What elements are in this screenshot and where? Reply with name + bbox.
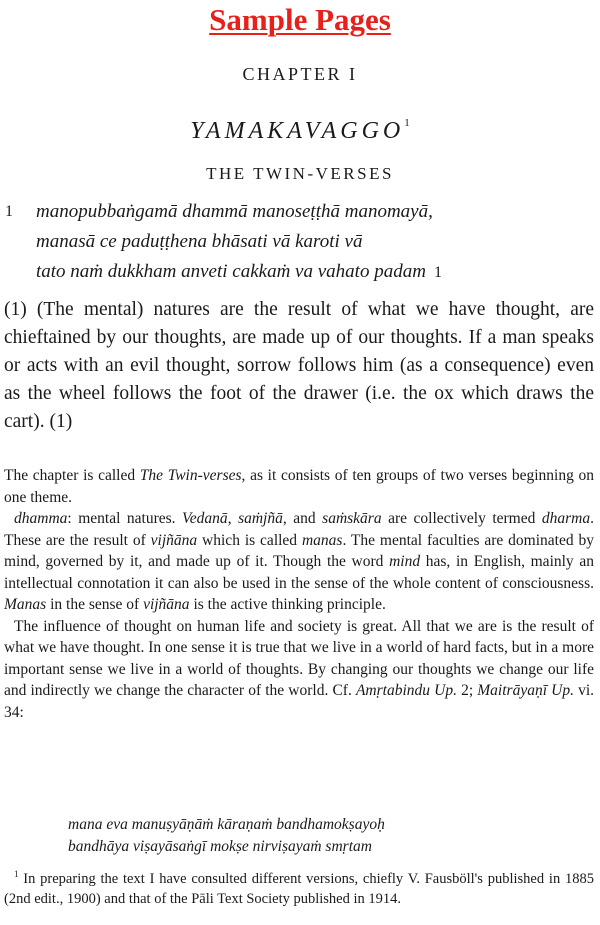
quote-line: mana eva manuṣyāṇāṁ kāraṇaṁ bandhamokṣayoḥ — [68, 816, 385, 833]
text-run-italic: manas — [301, 531, 343, 549]
footnote-mark: 1 — [14, 869, 19, 879]
chapter-label: CHAPTER I — [242, 64, 358, 84]
text-run: in the sense of — [46, 596, 144, 613]
text-run: 2; — [456, 682, 478, 699]
chapter-title — [0, 108, 600, 146]
text-run: . These are the result of — [4, 510, 594, 549]
text-run-italic: dhamma — [14, 510, 68, 527]
text-run-italic: Vedanā — [182, 510, 228, 527]
verse-end-number: 1 — [433, 264, 442, 281]
text-run: , as it consists of ten groups of two verses beginning on one theme. — [4, 467, 595, 506]
footnote-text — [4, 865, 594, 909]
text-run: are collectively termed — [381, 510, 542, 527]
footnote-body: In preparing the text I have consulted different versions, chiefly V. Fausböll's published in 1885 (2nd edit., 1900) and that of the Pāli Text Society published in 1914. — [4, 871, 594, 907]
text-run: which is called — [197, 531, 302, 549]
text-run: vi. 34: — [4, 682, 595, 721]
text-run-italic: saṁjñā — [238, 510, 283, 527]
text-run-italic: mind — [389, 553, 421, 570]
text-run: : mental natures. — [67, 510, 183, 527]
sanskrit-quote — [68, 814, 588, 858]
text-run-italic: vijñāna — [150, 531, 198, 549]
text-run-italic: Amṛtabindu Up. — [355, 682, 457, 699]
text-run: has, in English, mainly an intellectual connotation it can also be used in the sense of the whole content of consciousness. — [4, 553, 594, 592]
text-run-italic: Manas — [4, 596, 47, 613]
text-run: The influence of thought on human life and society is great. All that we are is the result of what we have thought. In one sense it is true that we live in a world of hard facts, but in a more important sense we live in a world of thoughts. By changing our thoughts we change our life and indirectly we change the character of the world. Cf. — [4, 617, 594, 699]
commentary — [4, 465, 594, 723]
text-run: . The mental faculties are dominated by mind, governed by it, and made up of it. Though the word — [4, 531, 594, 570]
chapter-title-text: YAMAKAVAGGO — [190, 118, 405, 144]
commentary-paragraph-2 — [4, 508, 594, 616]
verse-line-text: manopubbaṅgamā dhammā manoseṭṭhā manomayā, — [36, 201, 433, 222]
text-run-italic: The Twin-verses — [139, 467, 242, 484]
banner-text: Sample Pages — [209, 2, 391, 37]
verse-number: 1 — [5, 203, 13, 220]
sample-pages-banner — [0, 2, 600, 38]
text-run-italic: Maitrāyaṇī Up. — [477, 682, 574, 699]
text-run-italic: vijñāna — [143, 596, 190, 613]
verse-line-text: manasā ce paduṭṭhena bhāsati vā karoti vā — [36, 231, 363, 252]
text-run-italic: saṁskāra — [322, 510, 382, 527]
commentary-paragraph-1 — [4, 465, 594, 508]
verse-line-text — [36, 260, 442, 285]
verse-translation — [4, 296, 594, 436]
quote-line: bandhāya viṣayāsaṅgī mokṣe nirviṣayaṁ smṛtam — [68, 838, 372, 855]
translation-paragraph: (1) (The mental) natures are the result of what we have thought, are chieftained by our thoughts, are made up of our thoughts. If a man speaks or acts with an evil thought, sorrow follows him (as a consequence) even as the wheel follows the foot of the drawer (i.e. the ox which draws the cart). (1) — [4, 299, 594, 432]
title-footnote-mark: 1 — [404, 117, 410, 129]
verse-line-text-content: tato naṁ dukkham anveti cakkaṁ va vahato padam — [36, 261, 426, 282]
commentary-paragraph-3 — [4, 616, 594, 724]
footnote — [4, 865, 594, 909]
text-run: , and — [282, 510, 323, 527]
text-run: The chapter is called — [4, 467, 140, 484]
text-run: is the active thinking principle. — [189, 596, 386, 613]
chapter-subtitle: THE TWIN-VERSES — [206, 164, 394, 183]
text-run: , — [227, 510, 239, 527]
text-run-italic: dharma — [541, 510, 591, 527]
